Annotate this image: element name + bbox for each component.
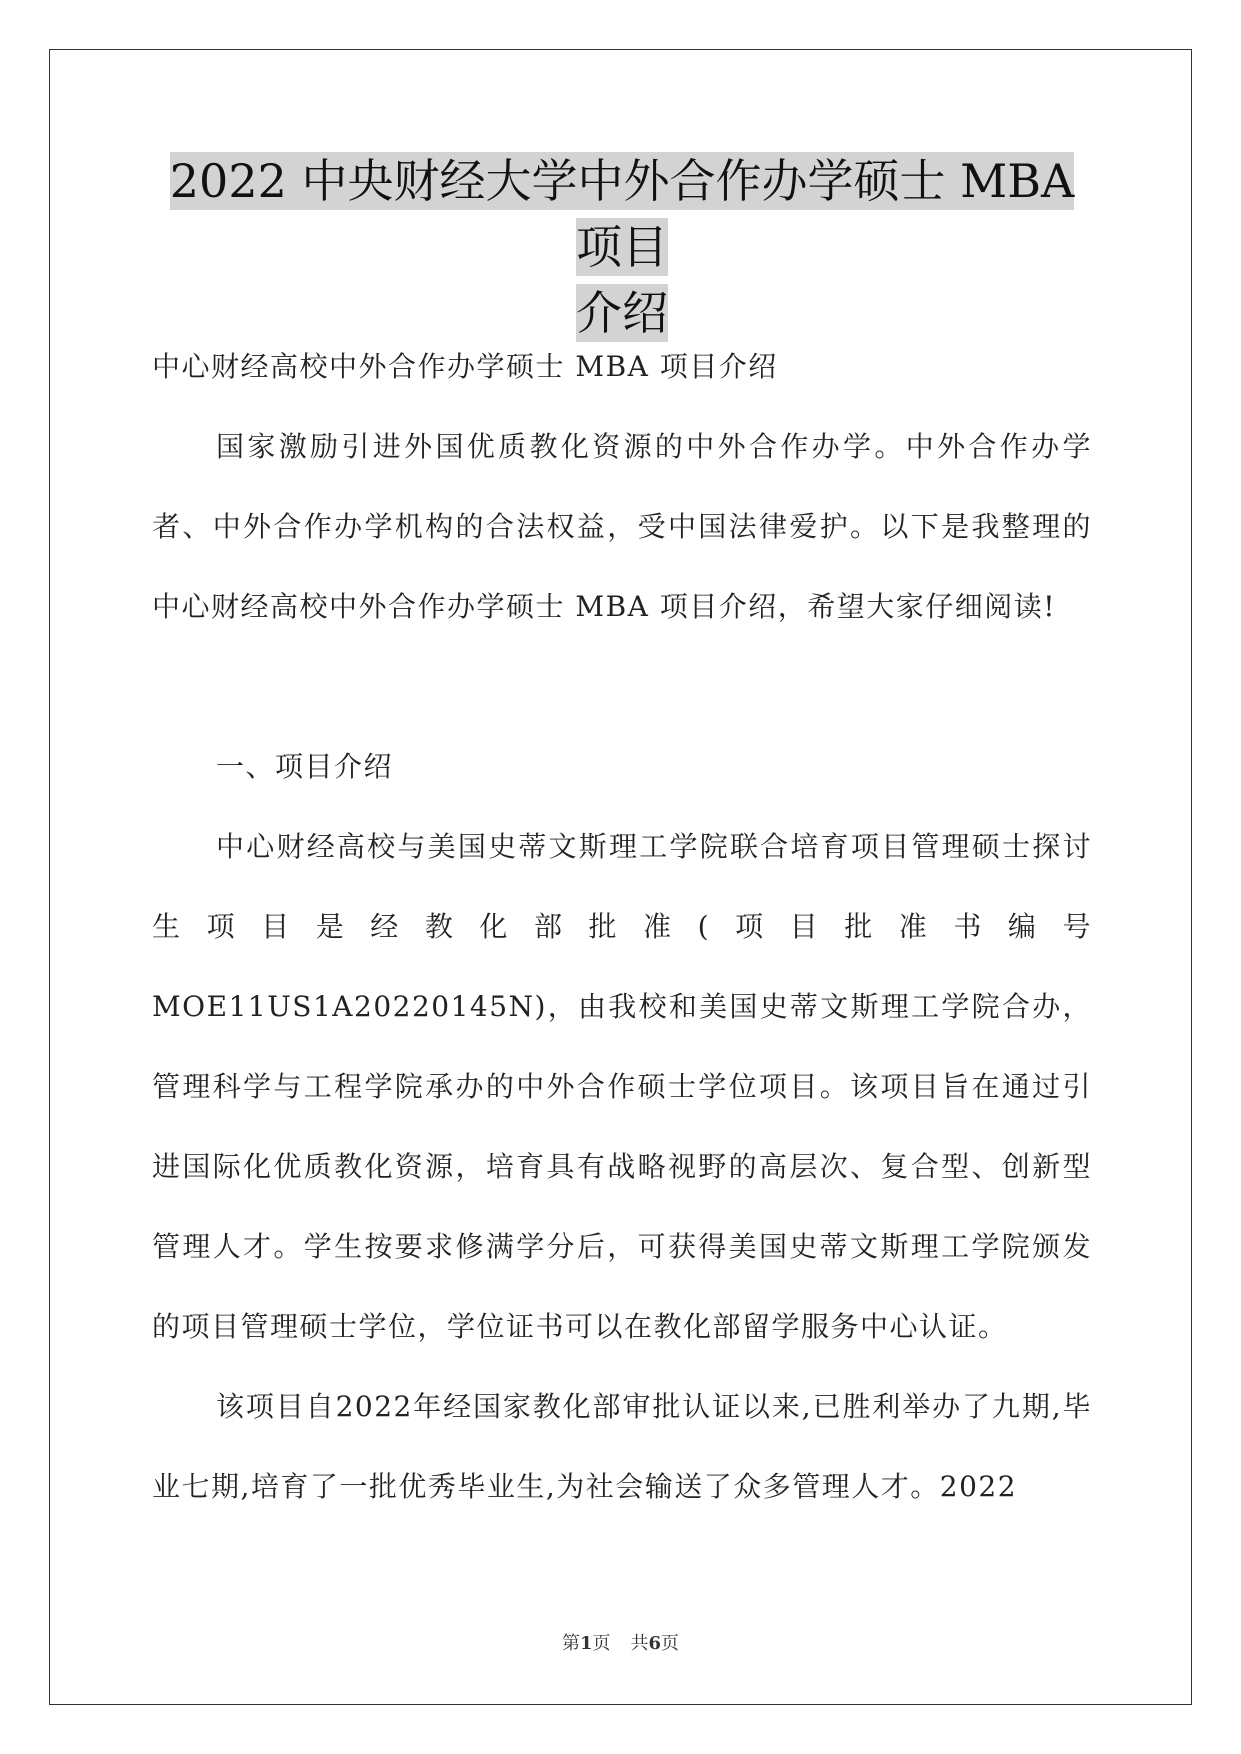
- section-heading-project-intro: 一、项目介绍: [216, 750, 394, 783]
- footer-total-prefix: 共: [630, 1633, 649, 1654]
- paragraph-project-description: 中心财经高校与美国史蒂文斯理工学院联合培育项目管理硕士探讨生项目是经教化部批准(项目批准书编号 MOE11US1A20220145N)，由我校和美国史蒂文斯理工学院合办，管理科学与工程学院承办的中外合作硕士学位项目。该项目旨在通过引进国际化优质教化资源，培育具有战略视野的高层次、复合型、创新型管理人才。学生按要求修满学分后，可获得美国史蒂文斯理工学院颁发的项目管理硕士学位，学位证书可以在教化部留学服务中心认证。: [152, 830, 1092, 1343]
- title-line-1: 2022 中央财经大学中外合作办学硕士 MBA 项目: [169, 154, 1075, 274]
- footer-page-number: 1: [579, 1633, 593, 1654]
- paragraph-intro: 国家激励引进外国优质教化资源的中外合作办学。中外合作办学者、中外合作办学机构的合法权益，受中国法律爱护。以下是我整理的中心财经高校中外合作办学硕士 MBA 项目介绍，希望大家仔细阅读!: [152, 430, 1092, 623]
- footer-total-suffix: 页: [661, 1633, 680, 1654]
- document-title: [152, 148, 1092, 346]
- title-line-2: 介绍: [576, 286, 668, 340]
- footer-prefix: 第: [561, 1633, 580, 1654]
- footer-page-suffix: 页: [592, 1633, 611, 1654]
- paragraph-project-history: 该项目自2022年经国家教化部审批认证以来,已胜利举办了九期,毕业七期,培育了一批优秀毕业生,为社会输送了众多管理人才。2022: [152, 1390, 1092, 1503]
- document-subtitle: 中心财经高校中外合作办学硕士 MBA 项目介绍: [152, 350, 778, 383]
- page-footer: [0, 1629, 1241, 1655]
- footer-total-pages: 6: [648, 1633, 662, 1654]
